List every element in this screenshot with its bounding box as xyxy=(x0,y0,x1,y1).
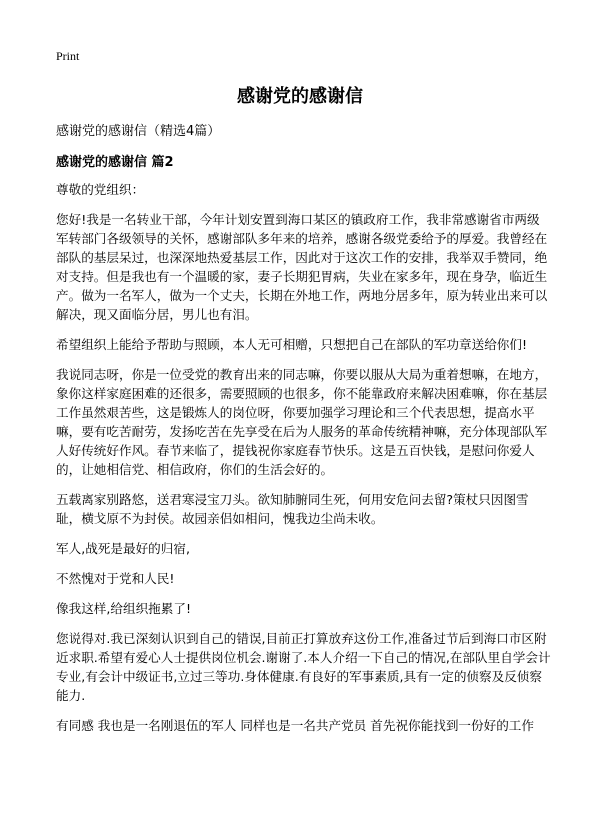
paragraph: 我说同志呀，你是一位受党的教育出来的同志嘛，你要以服从大局为重着想嘛，在地方，象你这样家庭困难的还很多，需要照顾的也很多，你不能靠政府来解决困难嘛，你在基层工作虽然艰苦些，这是锻炼人的岗位呀，你要加强学习理论和三个代表思想，提高水平嘛，要有吃苦耐劳，发扬吃苦在先享受在后为人服务的革命传统精神嘛，充分体现部队军人好传统好作风。春节来临了，提钱祝你家庭春节快乐。这是五百快钱，是慰问你爱人的，让她相信党、相信政府，你们的生活会好的。 xyxy=(56,367,548,477)
page-title: 感谢党的感谢信 xyxy=(237,86,363,107)
paragraph: 您好!我是一名转业干部，今年计划安置到海口某区的镇政府工作，我非常感谢省市两级军转部门各级领导的关怀，感谢部队多年来的培养，感谢各级党委给予的厚爱。我曾经在部队的基层呆过，也深深地热爱基层工作，因此对于这次工作的安排，我举双手赞同，绝对支持。但是我也有一个温暖的家，妻子长期犯胃病，失业在家多年，现在身孕，临近生产。做为一名军人，做为一个丈夫，长期在外地工作，两地分居多年，原为转业出来可以解决，现又面临分居，男儿也有泪。 xyxy=(56,212,548,322)
paragraph: 像我这样,给组织拖累了! xyxy=(56,601,191,616)
paragraph: 您说得对.我已深刻认识到自己的错误,目前正打算放弃这份工作,准备过节后到海口市区附近求职.希望有爱心人士提供岗位机会.谢谢了.本人介绍一下自己的情况,在部队里自学会计专业,有会计中级证书,立过三等功.身体健康.有良好的军事素质,具有一定的侦察及反侦察能力. xyxy=(56,631,551,703)
paragraph: 军人,战死是最好的归宿, xyxy=(56,541,190,556)
paragraph: 有同感 我也是一名刚退伍的军人 同样也是一名共产党员 首先祝你能找到一份好的工作 xyxy=(56,718,534,733)
document-subtitle: 感谢党的感谢信（精选4篇） xyxy=(56,124,221,139)
paragraph: 希望组织上能给予帮助与照顾，本人无可相赠，只想把自己在部队的军功章送给你们! xyxy=(56,337,528,352)
print-link[interactable]: Print xyxy=(56,49,80,63)
salutation: 尊敬的党组织： xyxy=(56,182,145,197)
section-heading: 感谢党的感谢信 篇2 xyxy=(56,155,174,170)
poem-paragraph: 五载离家别路悠，送君寒浸宝刀头。欲知肺腑同生死，何用安危问去留?策杖只因图雪耻，横戈原不为封侯。故园亲侣如相问，愧我边尘尚未收。 xyxy=(56,492,529,526)
paragraph: 不然愧对于党和人民! xyxy=(56,571,175,586)
letter-body xyxy=(56,180,552,746)
